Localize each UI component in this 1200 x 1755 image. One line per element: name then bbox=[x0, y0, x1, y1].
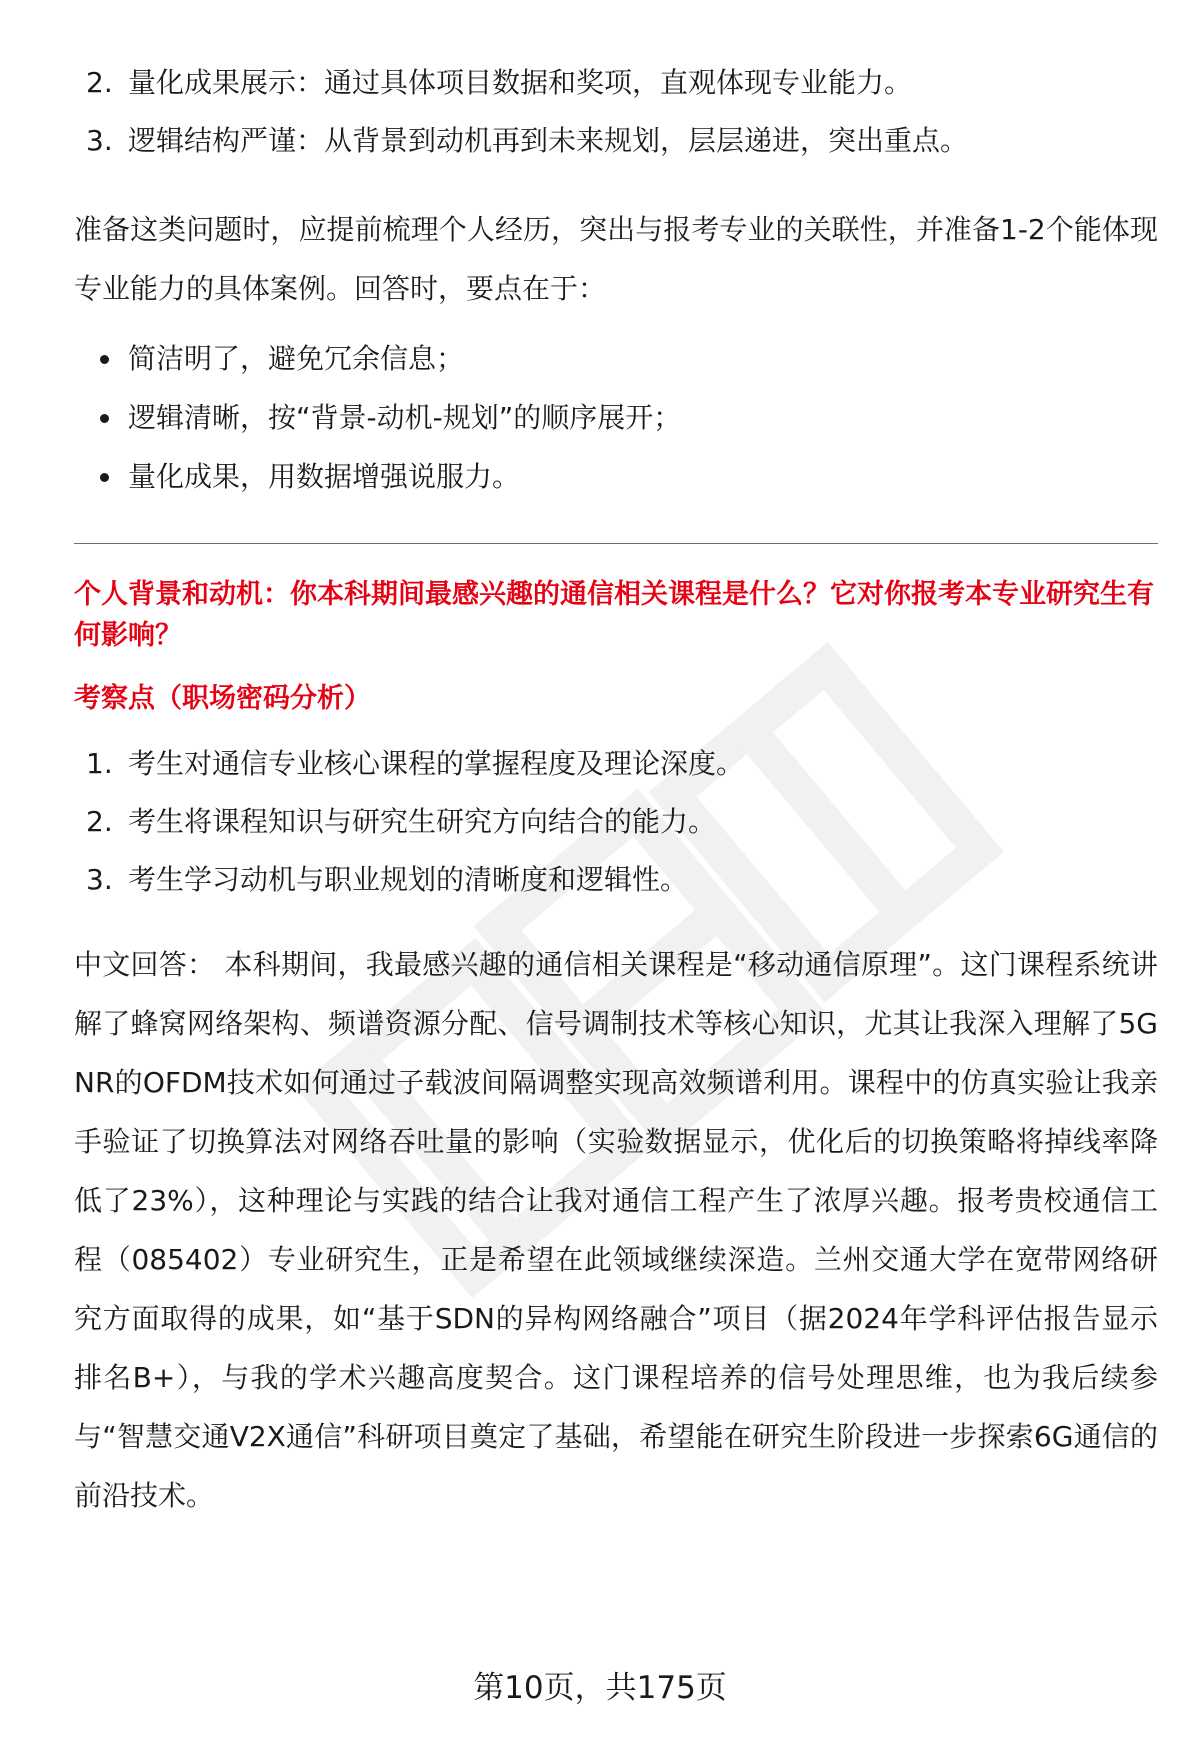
list-text: 考生对通信专业核心课程的掌握程度及理论深度。 bbox=[128, 747, 745, 780]
list-text: 逻辑清晰，按“背景-动机-规划”的顺序展开； bbox=[128, 401, 682, 434]
list-item bbox=[74, 62, 1158, 120]
list-item bbox=[74, 397, 1158, 456]
exam-points-list bbox=[74, 743, 1158, 917]
list-number: 1. bbox=[86, 747, 113, 780]
list-number: 3. bbox=[86, 863, 113, 896]
list-text: 考生学习动机与职业规划的清晰度和逻辑性。 bbox=[128, 863, 689, 896]
list-number: 2. bbox=[86, 66, 113, 99]
list-item bbox=[74, 456, 1158, 515]
prep-paragraph: 准备这类问题时，应提前梳理个人经历，突出与报考专业的关联性，并准备1-2个能体现专业能力的具体案例。回答时，要点在于： bbox=[74, 213, 1158, 305]
bullet-icon bbox=[100, 414, 109, 423]
list-item bbox=[74, 859, 1158, 917]
exam-points-heading: 考察点（职场密码分析） bbox=[74, 683, 371, 714]
bullet-icon bbox=[100, 355, 109, 364]
list-item bbox=[74, 120, 1158, 178]
list-text: 考生将课程知识与研究生研究方向结合的能力。 bbox=[128, 805, 717, 838]
list-item bbox=[74, 338, 1158, 397]
list-text: 逻辑结构严谨：从背景到动机再到未来规划，层层递进，突出重点。 bbox=[128, 124, 969, 157]
list-text: 简洁明了，避免冗余信息； bbox=[128, 342, 465, 375]
top-ordered-list bbox=[74, 62, 1158, 178]
bullet-icon bbox=[100, 473, 109, 482]
list-number: 3. bbox=[86, 124, 113, 157]
page-footer: 第10页，共175页 bbox=[473, 1670, 727, 1706]
list-item bbox=[74, 801, 1158, 859]
list-text: 量化成果，用数据增强说服力。 bbox=[128, 460, 521, 493]
answer-paragraph: 中文回答： 本科期间，我最感兴趣的通信相关课程是“移动通信原理”。这门课程系统讲解了蜂窝网络架构、频谱资源分配、信号调制技术等核心知识，尤其让我深入理解了5G NR的OFDM技术如何通过子载波间隔调整实现高效频谱利用。课程中的仿真实验让我亲手验证了切换算法对网络吞吐量的影响（实验数据显示，优化后的切换策略将掉线率降低了23%），这种理论与实践的结合让我对通信工程产生了浓厚兴趣。报考贵校通信工程（085402）专业研究生，正是希望在此领域继续深造。兰州交通大学在宽带网络研究方面取得的成果，如“基于SDN的异构网络融合”项目（据2024年学科评估报告显示排名B+），与我的学术兴趣高度契合。这门课程培养的信号处理思维，也为我后续参与“智慧交通V2X通信”科研项目奠定了基础，希望能在研究生阶段进一步探索6G通信的前沿技术。 bbox=[74, 948, 1158, 1512]
list-number: 2. bbox=[86, 805, 113, 838]
key-points-list bbox=[74, 338, 1158, 515]
question-heading: 个人背景和动机：你本科期间最感兴趣的通信相关课程是什么？它对你报考本专业研究生有何影响？ bbox=[74, 579, 1154, 651]
page-content bbox=[74, 62, 1158, 1525]
list-item bbox=[74, 743, 1158, 801]
list-text: 量化成果展示：通过具体项目数据和奖项，直观体现专业能力。 bbox=[128, 66, 913, 99]
